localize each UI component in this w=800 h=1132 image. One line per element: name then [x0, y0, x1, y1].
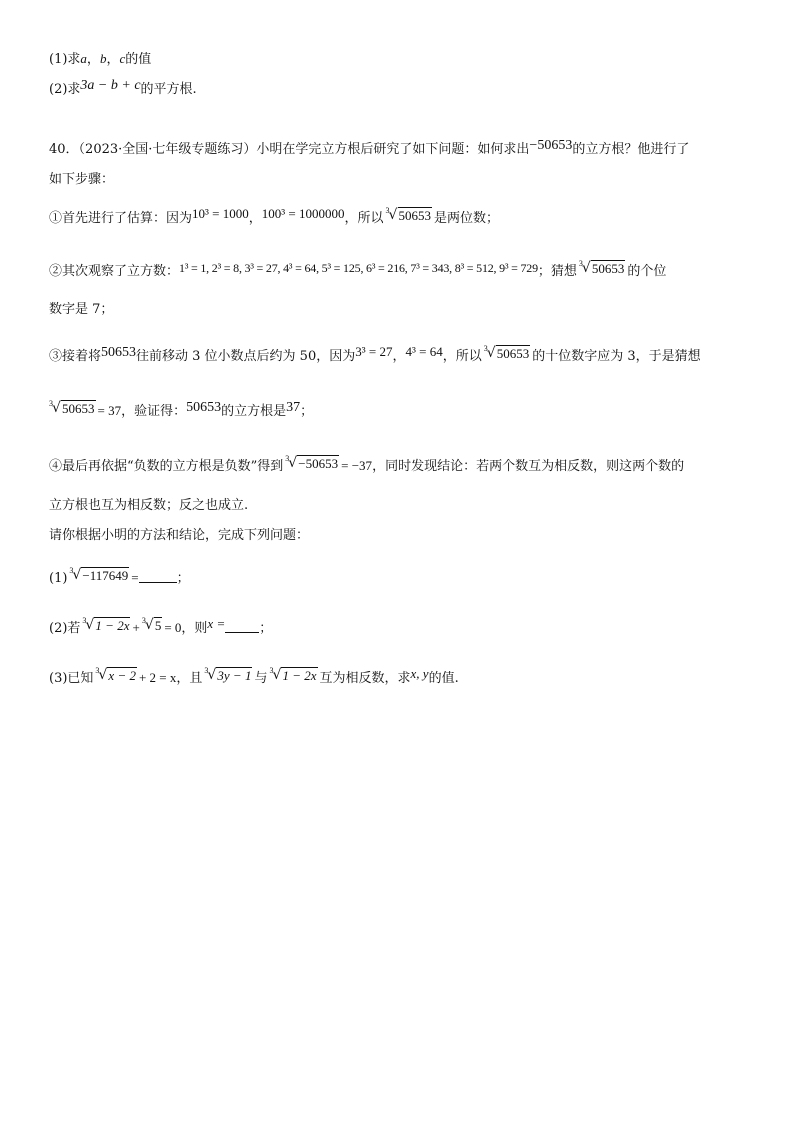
step-text: ②其次观察了立方数：: [49, 264, 180, 279]
prev-question-1: [49, 49, 151, 70]
prev-q1-suffix: 的值: [125, 52, 152, 67]
root-index: 3: [285, 454, 290, 463]
problem-source: （2023·全国·七年级专题练习）: [78, 142, 257, 157]
sub-question-3: [49, 666, 459, 689]
cube-root: [69, 566, 129, 587]
instruction-text: 请你根据小明的方法和结论，完成下列问题：: [49, 528, 310, 543]
step-text: 的立方根是: [221, 404, 287, 419]
variable: x =: [207, 616, 226, 631]
problem-number: 40．: [49, 142, 79, 157]
sub-text: ，则: [181, 621, 208, 636]
number: 50653: [101, 345, 137, 360]
intro-number: −50653: [529, 138, 573, 153]
intro-text: 小明在学完立方根后研究了如下问题：如何求出: [256, 142, 530, 157]
equation: 3³ = 27: [355, 344, 393, 359]
radical-sign-icon: √: [207, 667, 217, 683]
cube-root: [285, 454, 339, 475]
radical-sign-icon: √: [85, 617, 95, 633]
root-index: 3: [95, 666, 100, 675]
cube-root: [579, 259, 626, 280]
equation: = 0: [164, 620, 182, 635]
step-text: 立方根也互为相反数；反之也成立.: [49, 498, 249, 513]
cube-root: [95, 666, 137, 687]
radical-sign-icon: √: [581, 260, 591, 276]
step-text: ，所以: [344, 211, 384, 226]
intro-text: 的立方根？他进行了: [572, 142, 690, 157]
number: 37: [286, 400, 301, 415]
radicand: −117649: [82, 568, 129, 583]
step-4: [49, 454, 684, 477]
step-text: ，同时发现结论：若两个数互为相反数，则这两个数的: [372, 459, 685, 474]
radical-sign-icon: √: [52, 400, 61, 416]
radical-sign-icon: √: [288, 455, 298, 471]
sub-label: (3)已知: [49, 671, 94, 686]
separator: ，: [248, 211, 262, 226]
sub-question-2: [49, 616, 272, 639]
variables: x, y: [410, 666, 429, 681]
cube-root: [142, 616, 163, 637]
plus-sign: +: [132, 620, 140, 635]
sub-text: 的值.: [428, 671, 459, 686]
step-text: 的个位: [627, 264, 667, 279]
instruction: [49, 526, 309, 546]
step-text: 往前移动 3 位小数点后约为 50，因为: [136, 349, 356, 364]
cubes-list: 1³ = 1, 2³ = 8, 3³ = 27, 4³ = 64, 5³ = 125, 6³ = 216, 7³ = 343, 8³ = 512, 9³ = 729: [179, 261, 538, 275]
step-text: ；: [300, 404, 314, 419]
var-b: b: [99, 51, 107, 66]
var-a: a: [80, 51, 87, 66]
radical-sign-icon: √: [98, 667, 108, 683]
root-index: 3: [269, 666, 274, 675]
step-text: 是两位数；: [434, 211, 500, 226]
punctuation: ；: [176, 571, 190, 586]
problem-intro-line1: [49, 140, 689, 160]
step-2-cont: [49, 300, 113, 320]
prev-q2-suffix: 的平方根.: [140, 82, 197, 97]
sub-label: (2)若: [49, 621, 81, 636]
separator: ，: [106, 52, 120, 67]
radical-sign-icon: √: [144, 617, 154, 633]
radical-sign-icon: √: [72, 567, 82, 583]
equation: = −37: [341, 458, 373, 473]
cube-root: [484, 344, 531, 365]
root-index: 3: [49, 399, 53, 408]
radicand: 50653: [398, 208, 432, 223]
equals-sign: =: [131, 570, 139, 585]
radicand: 1 − 2x: [282, 668, 317, 683]
cube-root: [386, 206, 433, 227]
radicand: 1 − 2x: [95, 618, 130, 633]
sub-text: 与: [254, 671, 268, 686]
radicand: −50653: [298, 456, 339, 471]
problem-intro-line2: [49, 170, 114, 190]
root-index: 3: [82, 616, 87, 625]
equation: + 2 = x: [138, 670, 177, 685]
equation: 100³ = 1000000: [261, 206, 345, 221]
number: 50653: [186, 400, 222, 415]
root-index: 3: [385, 206, 390, 215]
radicand: 3y − 1: [217, 668, 252, 683]
separator: ，: [392, 349, 406, 364]
expression: 3a − b + c: [80, 78, 141, 93]
cube-root: [49, 399, 96, 420]
sub-text: 互为相反数，求: [319, 671, 411, 686]
radical-sign-icon: √: [486, 345, 496, 361]
prev-q2-prefix: (2)求: [49, 82, 81, 97]
cube-root: [82, 616, 130, 637]
sub-text: ，且: [176, 671, 203, 686]
separator: ，: [86, 52, 100, 67]
prev-question-2: [49, 80, 197, 100]
equation: 4³ = 64: [405, 344, 443, 359]
cube-root: [204, 666, 252, 687]
step-text: 数字是 7；: [49, 302, 114, 317]
prev-q1-prefix: (1)求: [49, 52, 81, 67]
radicand: 50653: [496, 346, 530, 361]
step-text: 的十位数字应为 3，于是猜想: [532, 349, 701, 364]
step-3-cont: [49, 399, 313, 422]
radical-sign-icon: √: [388, 207, 398, 223]
radicand: 50653: [591, 261, 625, 276]
step-3: [49, 344, 701, 367]
step-text: ①首先进行了估算：因为: [49, 211, 193, 226]
step-2: [49, 259, 666, 282]
radical-sign-icon: √: [272, 667, 282, 683]
step-text: ③接着将: [49, 349, 102, 364]
step-text: ④最后再依据“负数的立方根是负数”得到: [49, 459, 284, 474]
var-c: c: [119, 51, 126, 66]
step-4-cont: [49, 496, 248, 516]
radicand: x − 2: [108, 668, 136, 683]
sub-question-1: [49, 566, 190, 589]
answer-blank[interactable]: [139, 570, 177, 583]
punctuation: ；: [259, 621, 273, 636]
answer-blank[interactable]: [225, 620, 259, 633]
root-index: 3: [204, 666, 209, 675]
step-text: ，验证得：: [121, 404, 187, 419]
root-index: 3: [69, 566, 74, 575]
root-index: 3: [141, 616, 146, 625]
step-1: [49, 206, 499, 229]
sub-label: (1): [49, 571, 68, 586]
step-text: ；猜想: [537, 264, 577, 279]
equation: 10³ = 1000: [192, 206, 249, 221]
root-index: 3: [578, 259, 583, 268]
radicand: 50653: [62, 401, 95, 416]
root-index: 3: [483, 344, 488, 353]
intro-text: 如下步骤：: [49, 172, 115, 187]
cube-root: [269, 666, 317, 687]
equation: = 37: [97, 403, 122, 418]
radicand: 5: [154, 618, 162, 633]
step-text: ，所以: [442, 349, 482, 364]
